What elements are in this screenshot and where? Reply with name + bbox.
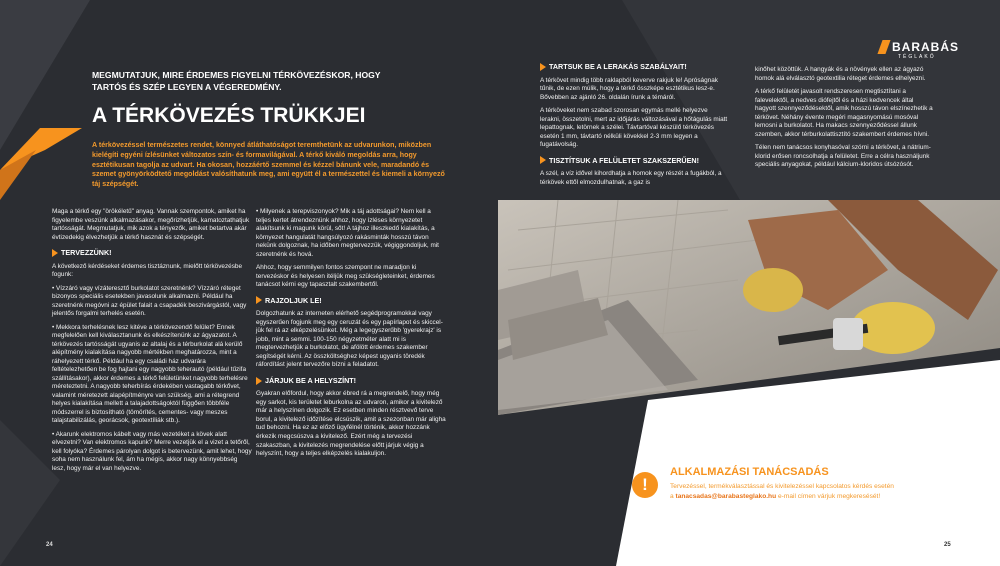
arrow-icon (52, 249, 58, 257)
advice-box (670, 465, 970, 501)
column-2 (256, 208, 446, 464)
section-heading-clean: TISZTÍTSUK A FELÜLETET SZAKSZERŰEN! (540, 156, 730, 166)
advice-line: Tervezéssel, termékválasztással és kivitelezéssel kapcsolatos kérdés esetén (670, 483, 894, 491)
section-heading-rules: TARTSUK BE A LERAKÁS SZABÁLYAIT! (540, 62, 730, 72)
paragraph: kinőhet közöttük. A hangyák és a növények ellen az ágyazó homok alá elválasztó geotextilia réteget érdemes elhelyezni. (755, 66, 926, 82)
page-title: A TÉRKÖVEZÉS TRÜKKJEI (92, 104, 366, 127)
column-3 (540, 62, 730, 192)
section-heading-plan: TERVEZZÜNK! (52, 248, 252, 258)
bullet-item: • Akarunk elektromos kábelt vagy más vezetéket a kövek alatt elvezetni? Van elektromos kapunk? Merre vezetjük el a vizet a tetőről, kell folyóka? Érdemes párolyan dolgot is betervezünk, amit lehet, hogy soha nem használunk fel, ám ha mégis, akkor nagy könnyebbség lesz, hogy már el van helyezve. (52, 430, 252, 472)
page-number-right: 25 (944, 542, 951, 548)
column-1 (52, 208, 252, 479)
paragraph: Gyakran előfordul, hogy akkor ébred rá a megrendelő, hogy még egy sarkot, kis területet leburkolna az udvaron, amikor a kivitelező már a helyszínen dolgozik. Ez esetben minden résztvevő terve borul, a kivitelező időzítése elcsúszik, amit a szezonban már aligha tud behozni. Ha ez az előző ügyfélnél történik, akkor hozzánk érkezik megcsúszva a kivitelező. Ezért még a tervezési szakaszban, a kivitelezés megrendelése előtt járjuk végig a helyszínt, hogy a teljes elképzelés kialakuljon. (256, 390, 446, 458)
section-heading-site: JÁRJUK BE A HELYSZÍNT! (256, 376, 446, 386)
lead-paragraph: A térkövezéssel természetes rendet, könnyed átláthatóságot teremthetünk az udvarunkon, miközben kielégíti egyéni ízlésünket változatos szín- és formavilágával. A térkő kiváló megoldás arra, hogy esztétikusan tagolja az udvart. Ha okosan, hozzáértő szemmel és kézzel bánunk vele, maradandó és szemet gyönyörködtető megoldást valósíthatunk meg, ami együtt él a természettel és kiemeli a környező táj szépségét. (92, 141, 445, 189)
advice-email-link[interactable]: tanacsadas@barabasteglako.hu (675, 492, 777, 500)
arrow-icon (540, 63, 546, 71)
advice-icon: ! (632, 472, 658, 498)
section-heading-draw: RAJZOLJUK LE! (256, 296, 446, 306)
paragraph: Ahhoz, hogy semmilyen fontos szempont ne maradjon ki tervezéskor és helyesen itéljük meg szükségleteinket, érdemes tanácsot kérni egy tapasztalt szakembertől. (256, 264, 435, 289)
paragraph: A következő kérdéseket érdemes tisztáznunk, mielőtt térkövezésbe fogunk: (52, 262, 243, 279)
brand-logo (880, 40, 959, 60)
arrow-icon (540, 156, 546, 164)
advice-contact: a tanacsadas@barabasteglako.hu e-mail címen várjuk megkeresését! (670, 492, 881, 500)
bullet-item: • Mekkora terhelésnek lesz kitéve a térkövezendő felület? Ennek megfelelően kell kiválasztanunk és elkészítenünk az ágyazatot. A térkövezés tartósságát ugyanis az altalaj és a térburkolat alá kerülő alépítmény kialakítása nagyobb mértékben meghatározza, mint a ráhelyezett térkő. Például ha egy családi ház udvarára feltételezhetően be fog hajtani egy nagyobb teherautó (például tűzifa szállításakor), akkor érdemes a térkő felületünket nagyobb terhelésre méreteztetni. A nagyobb teherbírás érdekében vastagabb térkővet, valamint méretezett alapépítményre van szükség, ami a rétegrend helyes kialakítása mellett a talajadottságoktól függően többféle módszerrel is biztosítható (tömörítés, cementes- vagy meszes talajstabilizálás, georácsok, geotextíliák stb.). (52, 323, 248, 425)
bullet-item: • Milyenek a terepviszonyok? Mik a táj adottságai? Nem kell a teljes kertet átrendeznünk ahhoz, hogy ízléses környezetet alakítsunk ki magunk körül, sőt! A tájhoz illeszkedő kialakítás, a környezet hangulatát hangsúlyozó rakásminták hosszú távon nekünk dolgoznak, ha időben megtervezzük, végiggondoljuk, mit szeretnénk és hová. (256, 208, 439, 258)
paragraph: Télen nem tanácsos konyhasóval szórni a térkövet, a nátrium-klorid erősen roncsolhatja a felületet. Erre a célra használjunk speciális anyagokat, például kálcium-kloridos útsózósót. (755, 144, 931, 169)
paragraph: Dolgozhatunk az interneten elérhető segédprogramokkal vagy egyszerűen fogjunk meg egy ceruzát és egy papírlapot és skicceljük fel rá az elképzelésünket. Még a legegyszerűbb 'gyerekrajz' is jobb, mint a semmi. 100-150 négyzetméter alatt mi is megtervezhetjük a burkolatot, de afölött érdemes szakember segítségét kérni. Az összköltséghez képest ugyanis töredék ráfordítást jelent tervezőre bízni a feladatot. (256, 310, 443, 369)
paragraph: A térköveket nem szabad szorosan egymás mellé helyezve lerakni, összetolni, mert az időjárás változásával a hőtágulás miatt lepattognak, letörnek a szélei. Távtartóval készülő térkövezés esetén 1 mm, távtartó nélküli kövekkel 2-3 mm legyen a fugatávolság. (540, 107, 728, 149)
intro-paragraph: Maga a térkő egy "örökéletű" anyag. Vannak szempontok, amiket ha figyelembe veszünk alkalmazásakor, megőrizhetjük, kamatoztathatjuk tartósságát. Megmutatjuk, mik azok a tényezők, amiket betartva akár évtizedekig élvezhetjük a térkő hasznát és szépségét. (52, 208, 250, 241)
arrow-icon (256, 296, 262, 304)
bullet-item: • Vízzáró vagy vízáteresztő burkolatot szeretnénk? Vízzáró réteget bizonyos speciális esetekben javasolunk alkalmazni. Például ha szeretnénk megóvni az épület falait a csapadék beszivárgástól, vagy jelentős forgalmi terhelés esetén. (52, 284, 247, 318)
advice-panel-bg (498, 340, 1000, 566)
page-number-left: 24 (46, 542, 53, 548)
arrow-icon (256, 377, 262, 385)
brand-slash-icon (877, 40, 890, 54)
column-4 (755, 66, 935, 175)
paragraph: A térkő felületét javasolt rendszeresen megtisztítani a falevelektől, a nedves diófejtől és a házi kedvencek által hagyott szennyeződésektől, amik hosszú távon elszínezhetik a térkövet. Néhány évente megéri magasnyomású mosóval lemosni a burkolatot. Ha makacs szennyeződéssel állunk szemben, akkor térburkolattisztító szakembert érdemes hívni. (755, 88, 933, 138)
paragraph: A szél, a víz idővel kihordhatja a homok egy részét a fugákból, a térkövek ettől elmozdulhatnak, a gaz is (540, 170, 722, 186)
brand-name: BARABÁS (892, 40, 959, 54)
paragraph: A térkövet mindig több raklapból keverve rakjuk le! Apróságnak tűnik, de ezen múlik, hogy a térkő összképe esztétikus lesz-e. Bővebben az ajánló 26. oldalán írunk a témáról. (540, 76, 718, 101)
brand-sub: TÉGLAKŐ (898, 54, 936, 60)
advice-title: ALKALMAZÁSI TANÁCSADÁS (670, 466, 829, 478)
kicker: MEGMUTATJUK, MIRE ÉRDEMES FIGYELNI TÉRKÖVEZÉSKOR, HOGY TARTÓS ÉS SZÉP LEGYEN A VÉGEREDMÉNY. (92, 70, 381, 92)
